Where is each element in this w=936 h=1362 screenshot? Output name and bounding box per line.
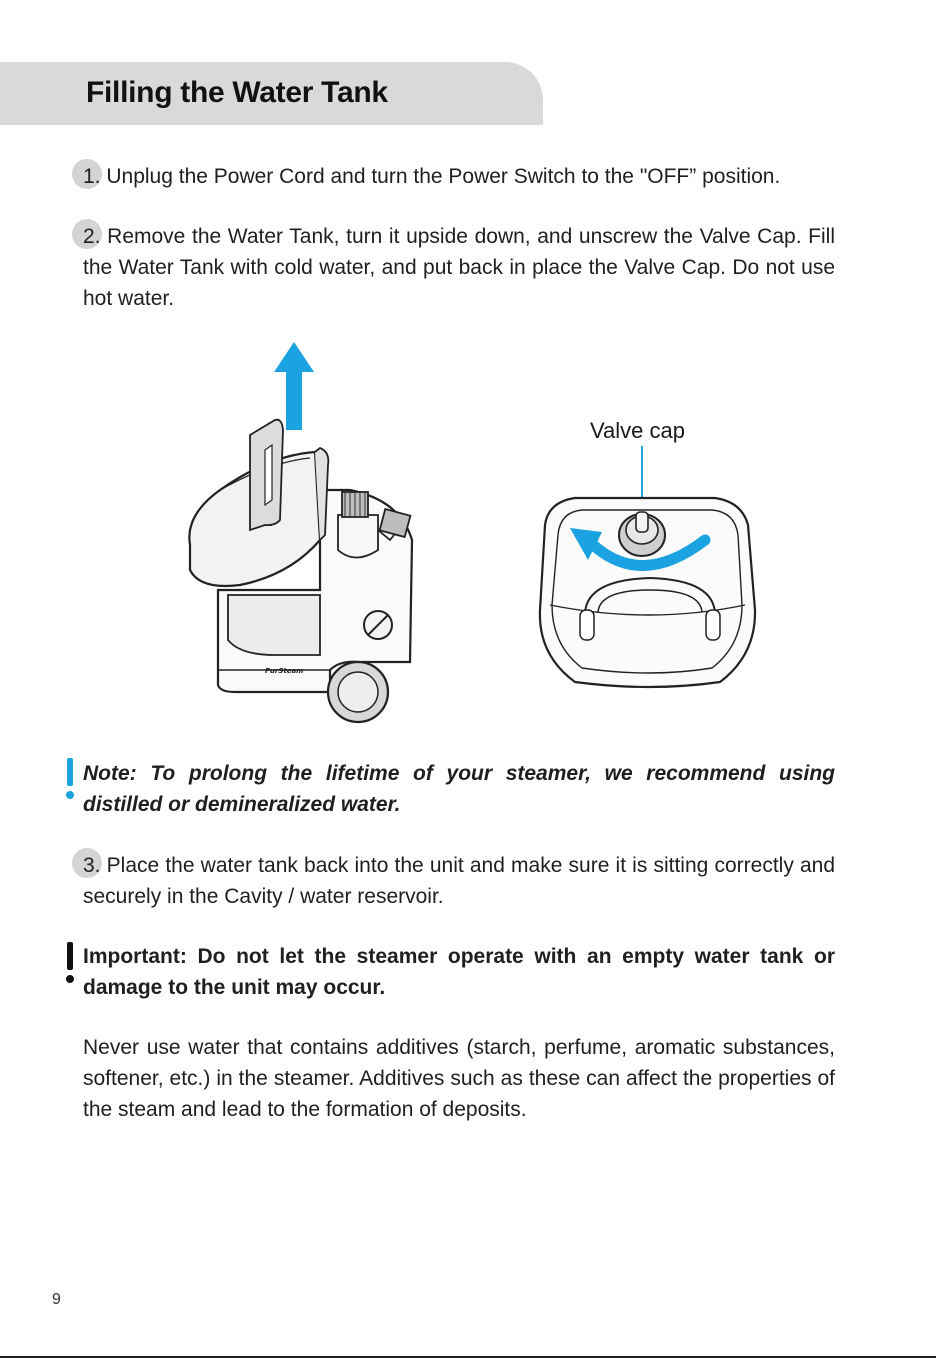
brand-mark: PurSteam xyxy=(265,667,304,675)
step-3-text: Place the water tank back into the unit and make sure it is sitting correctly and securely in the Cavity / water reservoir. xyxy=(83,854,836,908)
lift-arrow-icon xyxy=(274,342,314,430)
important-exclamation-icon xyxy=(65,942,75,984)
step-1-number: 1. xyxy=(83,161,101,192)
step-1 xyxy=(83,161,835,192)
additives-paragraph: Never use water that contains additives (starch, perfume, aromatic substances, softener, etc.) in the steamer. Additives such as these can affect the properties of the steam and lead to the formation of deposits. xyxy=(83,1036,835,1121)
bottom-divider xyxy=(0,1356,936,1358)
page-title: Filling the Water Tank xyxy=(86,76,388,109)
step-3-number: 3. xyxy=(83,850,101,881)
step-2-text: Remove the Water Tank, turn it upside down, and unscrew the Valve Cap. Fill the Water Tank with cold water, and put back in place the Valve Cap. Do not use hot water. xyxy=(83,225,835,310)
step-2 xyxy=(83,221,835,314)
page-number: 9 xyxy=(52,1291,61,1308)
step-1-text: Unplug the Power Cord and turn the Power Switch to the "OFF” position. xyxy=(106,165,781,188)
important-text: Important: Do not let the steamer operate with an empty water tank or damage to the unit may occur. xyxy=(83,945,835,999)
tank-valve-illustration xyxy=(530,440,765,695)
steamer-illustration xyxy=(180,340,430,725)
note-exclamation-icon xyxy=(65,758,75,800)
valve-cap-label: Valve cap xyxy=(590,418,685,443)
step-3 xyxy=(83,850,835,912)
note-text: Note: To prolong the lifetime of your steamer, we recommend using distilled or demineralized water. xyxy=(83,762,835,816)
step-2-number: 2. xyxy=(83,221,101,252)
